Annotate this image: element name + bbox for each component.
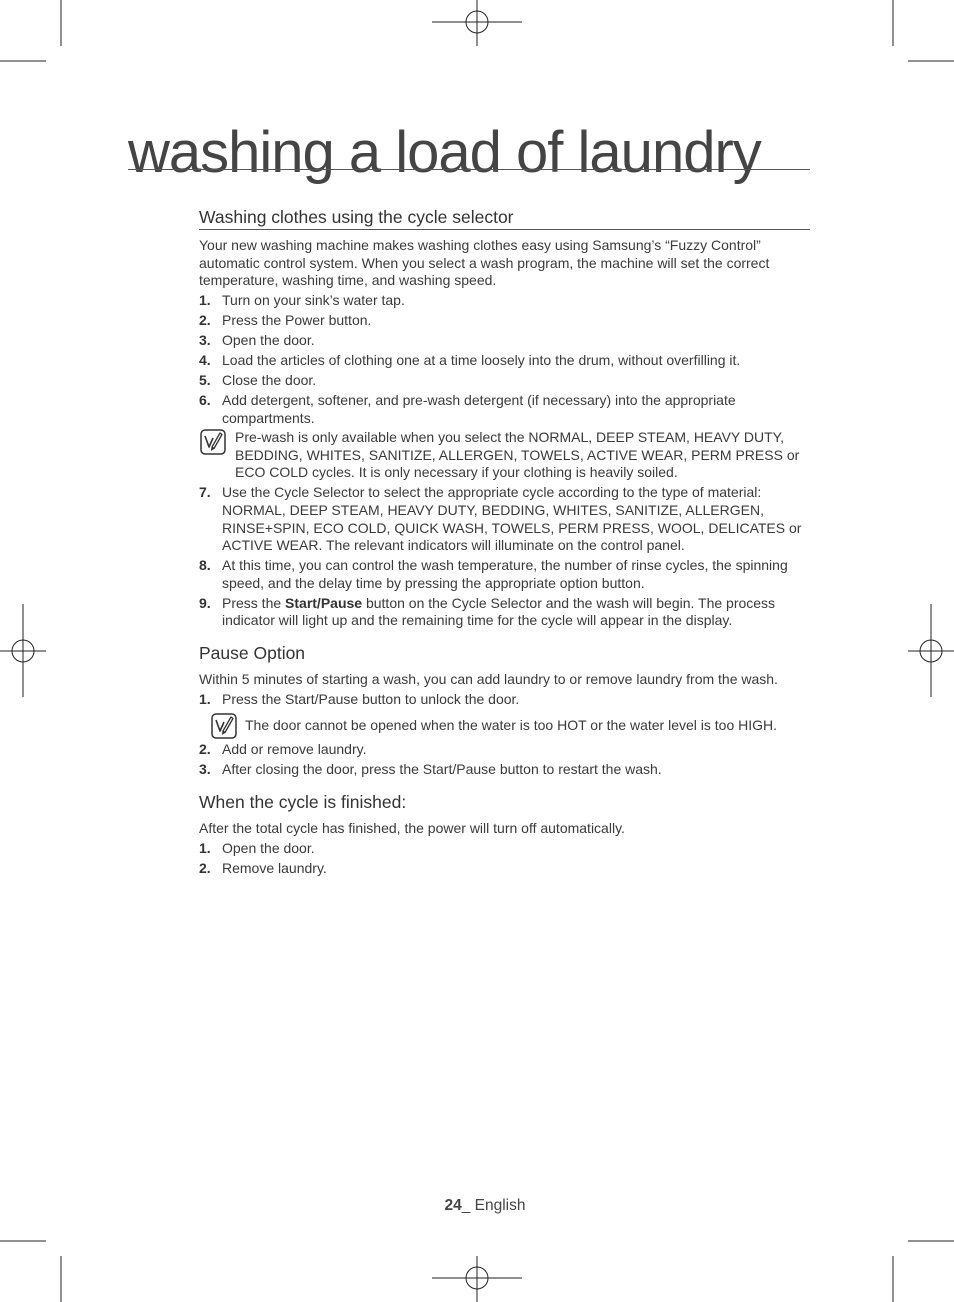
- footer-language: _ English: [461, 1197, 526, 1214]
- list-item: [199, 557, 810, 592]
- list-item: [199, 741, 810, 759]
- list-item: [199, 372, 810, 390]
- step-number: 6.: [199, 392, 211, 409]
- note-text: The door cannot be opened when the water is too HOT or the water level is too HIGH.: [245, 716, 778, 733]
- step-number: 5.: [199, 372, 211, 389]
- list-item: [199, 332, 810, 350]
- section-intro: Within 5 minutes of starting a wash, you can add laundry to or remove laundry from the wash.: [199, 670, 778, 687]
- step-number: 2.: [199, 859, 211, 876]
- step-text: Load the articles of clothing one at a time loosely into the drum, without overfilling it.: [222, 352, 741, 369]
- list-item: [199, 691, 810, 709]
- list-item: [199, 595, 810, 630]
- step-text: At this time, you can control the wash temperature, the number of rinse cycles, the spinning speed, and the delay time by pressing the appropriate option button.: [222, 557, 788, 591]
- step-text: Add or remove laundry.: [222, 740, 367, 757]
- section-intro: Your new washing machine makes washing clothes easy using Samsung’s “Fuzzy Control” automatic control system. When you select a wash program, the machine will set the correct temperature, washing time, and washing speed.: [199, 237, 770, 289]
- list-item: [199, 860, 810, 878]
- step-number: 2.: [199, 312, 211, 329]
- note-door: [199, 713, 810, 739]
- list-item: [199, 840, 810, 858]
- step-number: 4.: [199, 352, 211, 369]
- steps-list: [199, 741, 810, 779]
- steps-list: [199, 292, 810, 427]
- section-heading-cycle-finished: When the cycle is finished:: [199, 791, 407, 812]
- step-text: Press the: [222, 594, 286, 611]
- list-item: [199, 312, 810, 330]
- section-intro: After the total cycle has finished, the power will turn off automatically.: [199, 819, 625, 836]
- list-item: [199, 392, 810, 427]
- step-text: Close the door.: [222, 372, 317, 389]
- list-item: [199, 292, 810, 310]
- section-heading-cycle-selector: Washing clothes using the cycle selector: [199, 206, 810, 230]
- step-number: 1.: [199, 690, 211, 707]
- list-item: [199, 761, 810, 779]
- title-rule: [128, 169, 810, 170]
- step-number: 1.: [199, 292, 211, 309]
- step-text: Press the Power button.: [222, 312, 372, 329]
- steps-list: [199, 840, 810, 878]
- content: [199, 206, 810, 877]
- step-number: 9.: [199, 594, 211, 611]
- step-number: 3.: [199, 760, 211, 777]
- steps-list: [199, 691, 810, 709]
- note-pencil-icon: [211, 713, 237, 739]
- step-text: button on the Cycle Selector and the wash will begin. The process indicator will light up and the remaining time for the cycle will appear in the display.: [222, 594, 776, 629]
- note-prewash: [199, 429, 810, 482]
- list-item: [199, 484, 810, 554]
- steps-list: [199, 484, 810, 630]
- page-footer: [0, 1197, 954, 1215]
- step-text: Use the Cycle Selector to select the appropriate cycle according to the type of material: NORMAL, DEEP STEAM, HEAVY DUTY, BEDDING, WHITES, SANITIZE, ALLERGEN, RINSE+SPIN, ECO COLD, QUICK WASH, TOWELS, PERM PRESS, WOOL, DELICATES or ACTIVE WEAR. The relevant indicators will illuminate on the control panel.: [222, 484, 802, 554]
- list-item: [199, 352, 810, 370]
- step-text: Turn on your sink’s water tap.: [222, 292, 405, 309]
- note-text: Pre-wash is only available when you select the NORMAL, DEEP STEAM, HEAVY DUTY, BEDDING, WHITES, SANITIZE, ALLERGEN, TOWELS, ACTIVE WEAR, PERM PRESS or ECO COLD cycles. It is only necessary if your clothing is heavily soiled.: [235, 429, 800, 481]
- step-text: Press the Start/Pause button to unlock the door.: [222, 690, 520, 707]
- section-heading-pause-option: Pause Option: [199, 642, 306, 663]
- step-text: After closing the door, press the Start/Pause button to restart the wash.: [222, 760, 662, 777]
- step-text: Add detergent, softener, and pre-wash detergent (if necessary) into the appropriate compartments.: [222, 392, 736, 426]
- step-number: 1.: [199, 839, 211, 856]
- step-text: Open the door.: [222, 332, 315, 349]
- step-number: 7.: [199, 484, 211, 501]
- start-pause-label: Start/Pause: [285, 594, 363, 611]
- step-number: 3.: [199, 332, 211, 349]
- step-text: Open the door.: [222, 839, 315, 856]
- step-number: 2.: [199, 740, 211, 757]
- step-number: 8.: [199, 557, 211, 574]
- step-text: Remove laundry.: [222, 859, 327, 876]
- page-number: 24: [444, 1197, 462, 1214]
- note-pencil-icon: [200, 429, 226, 455]
- page-title: washing a load of laundry: [128, 120, 761, 185]
